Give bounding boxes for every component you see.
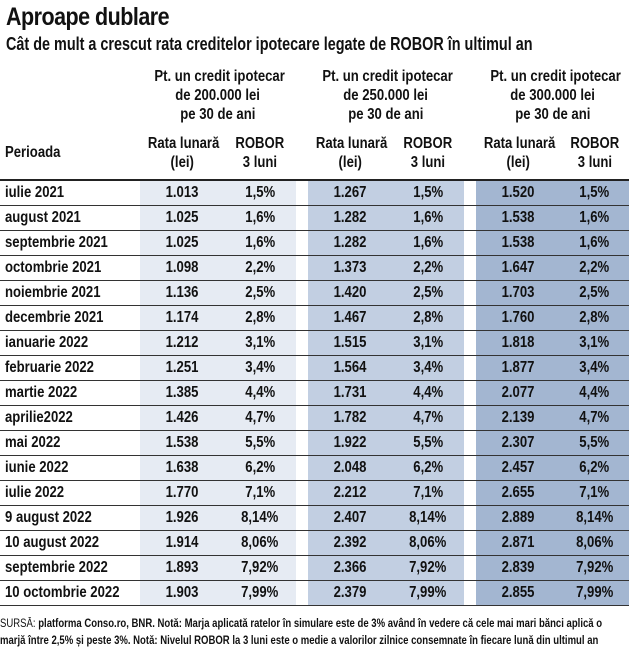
cell-robor-250k: 4,4% (392, 381, 464, 406)
cell-robor-250k: 7,92% (392, 556, 464, 581)
group-200k-line1: Pt. un credit ipotecar (154, 67, 285, 85)
cell-robor-250k: 4,7% (392, 406, 464, 431)
cell-period: ianuarie 2022 (0, 331, 140, 356)
cell-robor-200k: 2,5% (224, 281, 296, 306)
cell-robor-250k: 7,99% (392, 581, 464, 606)
cell-rate-250k: 2.392 (308, 531, 392, 556)
page-subtitle: Cât de mult a crescut rata creditelor ipotecare legate de ROBOR în ultimul an (6, 34, 533, 54)
cell-robor-200k: 4,4% (224, 381, 296, 406)
cell-robor-300k: 1,6% (560, 231, 629, 256)
cell-robor-250k: 8,06% (392, 531, 464, 556)
footer-source-label: SURSĂ: (0, 618, 36, 630)
cell-robor-300k: 5,5% (560, 431, 629, 456)
cell-rate-200k: 1.025 (140, 231, 224, 256)
table-row (0, 556, 629, 581)
group-300k-line1: Pt. un credit ipotecar (490, 67, 621, 85)
table-row (0, 481, 629, 506)
footer-line1: platforma Conso.ro, BNR. Notă: Marja aplicată ratelor în simulare este de 3% având în vedere că cele mai mari bănci aplică o (38, 618, 603, 630)
cell-robor-300k: 8,06% (560, 531, 629, 556)
cell-rate-300k: 2.457 (476, 456, 560, 481)
cell-rate-200k: 1.025 (140, 206, 224, 231)
col-header-rate-300k: Rata lunară (lei) (476, 126, 560, 180)
cell-rate-250k: 2.366 (308, 556, 392, 581)
cell-robor-300k: 7,92% (560, 556, 629, 581)
cell-robor-200k: 2,2% (224, 256, 296, 281)
cell-rate-250k: 1.922 (308, 431, 392, 456)
cell-robor-200k: 6,2% (224, 456, 296, 481)
group-300k-line3: pe 30 de ani (514, 105, 591, 123)
cell-robor-200k: 5,5% (224, 431, 296, 456)
cell-rate-250k: 2.212 (308, 481, 392, 506)
cell-robor-200k: 3,4% (224, 356, 296, 381)
cell-rate-200k: 1.013 (140, 180, 224, 206)
cell-rate-200k: 1.893 (140, 556, 224, 581)
cell-robor-300k: 1,6% (560, 206, 629, 231)
cell-robor-200k: 4,7% (224, 406, 296, 431)
cell-robor-250k: 1,6% (392, 206, 464, 231)
cell-robor-200k: 1,5% (224, 180, 296, 206)
cell-period: 10 octombrie 2022 (0, 581, 140, 606)
cell-robor-200k: 1,6% (224, 231, 296, 256)
cell-rate-300k: 1.538 (476, 231, 560, 256)
cell-rate-200k: 1.638 (140, 456, 224, 481)
cell-robor-250k: 1,5% (392, 180, 464, 206)
cell-rate-250k: 2.407 (308, 506, 392, 531)
cell-robor-300k: 2,8% (560, 306, 629, 331)
cell-period: iulie 2021 (0, 180, 140, 206)
table-row (0, 231, 629, 256)
cell-rate-250k: 1.515 (308, 331, 392, 356)
page-title: Aproape dublare (6, 3, 170, 31)
cell-period: februarie 2022 (0, 356, 140, 381)
mortgage-rate-table (0, 64, 629, 606)
col-header-robor-300k: ROBOR 3 luni (560, 126, 629, 180)
group-300k-line2: de 300.000 lei (510, 86, 595, 104)
cell-period: septembrie 2021 (0, 231, 140, 256)
cell-rate-250k: 2.379 (308, 581, 392, 606)
cell-rate-250k: 1.282 (308, 206, 392, 231)
cell-rate-300k: 1.818 (476, 331, 560, 356)
cell-robor-250k: 1,6% (392, 231, 464, 256)
cell-rate-200k: 1.914 (140, 531, 224, 556)
group-header-200k (140, 64, 296, 126)
cell-rate-300k: 1.647 (476, 256, 560, 281)
table-row (0, 356, 629, 381)
cell-rate-200k: 1.212 (140, 331, 224, 356)
group-250k-line2: de 250.000 lei (343, 86, 429, 104)
cell-robor-250k: 7,1% (392, 481, 464, 506)
table-row (0, 581, 629, 606)
cell-rate-200k: 1.136 (140, 281, 224, 306)
table-row (0, 256, 629, 281)
cell-period: octombrie 2021 (0, 256, 140, 281)
group-250k-line3: pe 30 de ani (348, 105, 424, 123)
cell-robor-300k: 8,14% (560, 506, 629, 531)
cell-rate-300k: 1.538 (476, 206, 560, 231)
cell-robor-250k: 3,1% (392, 331, 464, 356)
table-row (0, 431, 629, 456)
cell-robor-300k: 4,4% (560, 381, 629, 406)
table-row (0, 206, 629, 231)
cell-period: noiembrie 2021 (0, 281, 140, 306)
cell-rate-300k: 2.889 (476, 506, 560, 531)
cell-period: august 2021 (0, 206, 140, 231)
cell-robor-300k: 2,5% (560, 281, 629, 306)
cell-rate-200k: 1.426 (140, 406, 224, 431)
table-body (0, 180, 629, 606)
cell-robor-200k: 1,6% (224, 206, 296, 231)
cell-rate-250k: 2.048 (308, 456, 392, 481)
cell-robor-300k: 1,5% (560, 180, 629, 206)
col-header-robor-250k: ROBOR 3 luni (392, 126, 464, 180)
table-row (0, 331, 629, 356)
cell-robor-250k: 5,5% (392, 431, 464, 456)
cell-robor-200k: 7,1% (224, 481, 296, 506)
cell-period: septembrie 2022 (0, 556, 140, 581)
column-header-row (0, 126, 629, 180)
group-header-row (0, 64, 629, 126)
cell-robor-200k: 8,14% (224, 506, 296, 531)
table-row (0, 180, 629, 206)
cell-robor-250k: 2,8% (392, 306, 464, 331)
table-row (0, 456, 629, 481)
cell-rate-250k: 1.420 (308, 281, 392, 306)
cell-period: martie 2022 (0, 381, 140, 406)
cell-rate-250k: 1.282 (308, 231, 392, 256)
cell-rate-200k: 1.098 (140, 256, 224, 281)
group-header-300k (476, 64, 629, 126)
cell-robor-200k: 7,99% (224, 581, 296, 606)
cell-rate-250k: 1.564 (308, 356, 392, 381)
group-header-blank (0, 64, 140, 126)
cell-period: aprilie2022 (0, 406, 140, 431)
group-header-250k (308, 64, 464, 126)
cell-rate-300k: 2.139 (476, 406, 560, 431)
cell-robor-300k: 3,4% (560, 356, 629, 381)
cell-robor-250k: 2,5% (392, 281, 464, 306)
cell-rate-300k: 1.520 (476, 180, 560, 206)
cell-robor-200k: 7,92% (224, 556, 296, 581)
cell-robor-200k: 3,1% (224, 331, 296, 356)
cell-rate-300k: 1.760 (476, 306, 560, 331)
table-row (0, 381, 629, 406)
cell-rate-300k: 2.077 (476, 381, 560, 406)
cell-rate-300k: 2.871 (476, 531, 560, 556)
cell-robor-200k: 2,8% (224, 306, 296, 331)
group-200k-line2: de 200.000 lei (175, 86, 261, 104)
col-header-robor-200k: ROBOR 3 luni (224, 126, 296, 180)
footer-line2: marjă între 2,5% și peste 3%. Notă: Nivelul ROBOR la 3 luni este o medie a valorilor zilnice consemnate în fiecare lună din ultimul an (0, 635, 599, 647)
col-header-rate-200k: Rata lunară (lei) (140, 126, 224, 180)
cell-robor-300k: 7,1% (560, 481, 629, 506)
table-row (0, 306, 629, 331)
cell-robor-250k: 6,2% (392, 456, 464, 481)
cell-robor-300k: 6,2% (560, 456, 629, 481)
cell-rate-300k: 2.855 (476, 581, 560, 606)
cell-robor-250k: 8,14% (392, 506, 464, 531)
cell-rate-200k: 1.174 (140, 306, 224, 331)
cell-robor-300k: 4,7% (560, 406, 629, 431)
cell-rate-200k: 1.903 (140, 581, 224, 606)
cell-rate-200k: 1.385 (140, 381, 224, 406)
cell-rate-300k: 1.703 (476, 281, 560, 306)
footer-note (0, 616, 603, 650)
cell-rate-300k: 1.877 (476, 356, 560, 381)
cell-rate-200k: 1.770 (140, 481, 224, 506)
cell-rate-200k: 1.926 (140, 506, 224, 531)
cell-rate-300k: 2.655 (476, 481, 560, 506)
col-header-period: Perioada (0, 126, 140, 180)
cell-period: iunie 2022 (0, 456, 140, 481)
cell-robor-300k: 2,2% (560, 256, 629, 281)
cell-rate-300k: 2.307 (476, 431, 560, 456)
table-row (0, 506, 629, 531)
cell-rate-200k: 1.538 (140, 431, 224, 456)
cell-robor-250k: 3,4% (392, 356, 464, 381)
group-200k-line3: pe 30 de ani (180, 105, 256, 123)
cell-robor-250k: 2,2% (392, 256, 464, 281)
cell-rate-250k: 1.782 (308, 406, 392, 431)
cell-rate-250k: 1.467 (308, 306, 392, 331)
cell-period: 9 august 2022 (0, 506, 140, 531)
cell-rate-250k: 1.731 (308, 381, 392, 406)
table-row (0, 406, 629, 431)
cell-rate-200k: 1.251 (140, 356, 224, 381)
cell-rate-250k: 1.267 (308, 180, 392, 206)
col-header-rate-250k: Rata lunară (lei) (308, 126, 392, 180)
table-row (0, 281, 629, 306)
cell-period: iulie 2022 (0, 481, 140, 506)
cell-robor-200k: 8,06% (224, 531, 296, 556)
cell-rate-250k: 1.373 (308, 256, 392, 281)
table-row (0, 531, 629, 556)
cell-robor-300k: 7,99% (560, 581, 629, 606)
group-250k-line1: Pt. un credit ipotecar (322, 67, 453, 85)
cell-period: 10 august 2022 (0, 531, 140, 556)
cell-period: decembrie 2021 (0, 306, 140, 331)
cell-rate-300k: 2.839 (476, 556, 560, 581)
cell-period: mai 2022 (0, 431, 140, 456)
cell-robor-300k: 3,1% (560, 331, 629, 356)
